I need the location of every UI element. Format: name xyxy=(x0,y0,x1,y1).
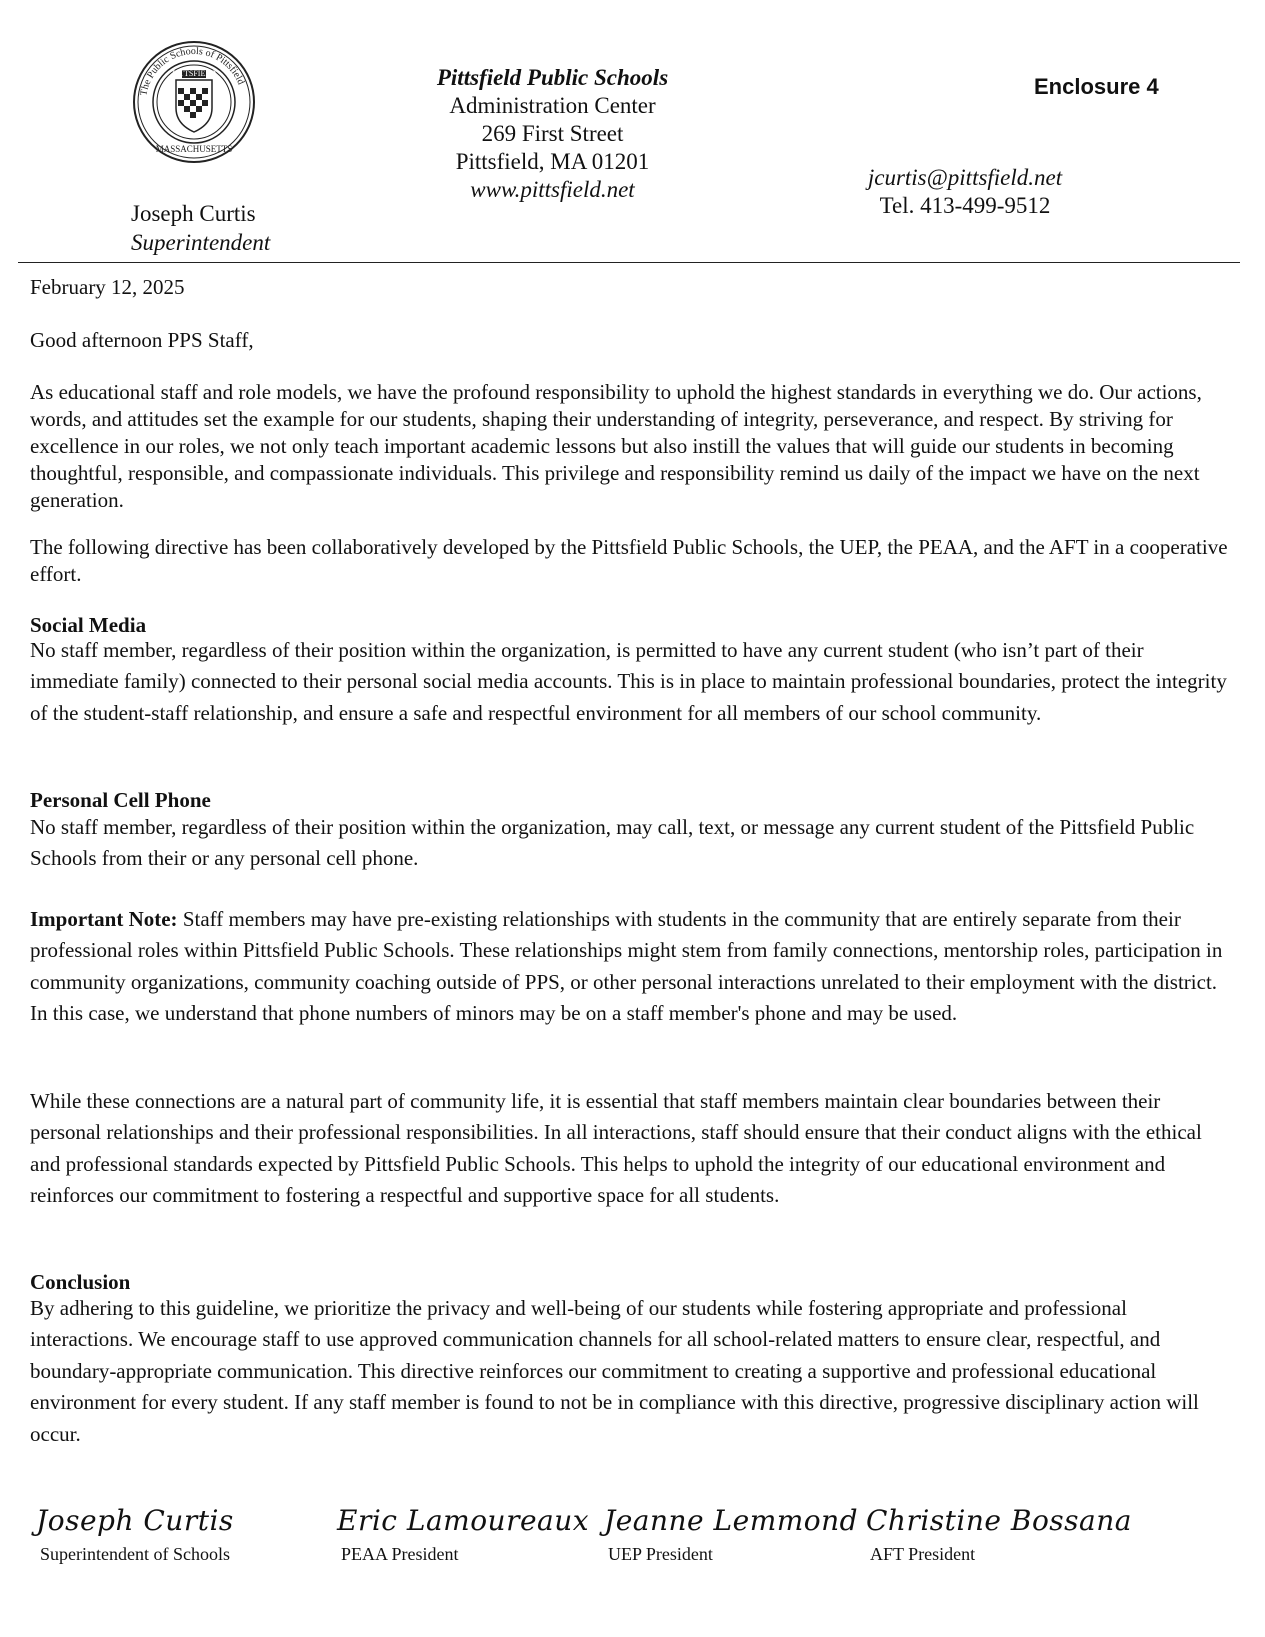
signature-role: Superintendent of Schools xyxy=(40,1544,230,1564)
signature-block xyxy=(36,1503,234,1565)
letter-date: February 12, 2025 xyxy=(30,275,185,299)
cell-phone-text: No staff member, regardless of their position within the organization, may call, text, or message any current student of the Pittsfield Public Schools from their or any personal cell phone. xyxy=(30,815,1195,871)
svg-text:The Public Schools of Pittsfie: The Public Schools of Pittsfield xyxy=(138,45,247,97)
enclosure-label: Enclosure 4 xyxy=(1034,74,1159,99)
social-media-text: No staff member, regardless of their position within the organization, is permitted to have any current student (who isn’t part of their immediate family) connected to their personal social media accounts. This is in place to maintain professional boundaries, protect the integrity of the student-staff relationship, and ensure a safe and respectful environment for all members of our school community. xyxy=(30,638,1227,725)
letterhead-address xyxy=(395,64,710,204)
contact-block xyxy=(860,164,1070,220)
website-link[interactable]: www.pittsfield.net xyxy=(470,177,635,202)
important-note-text: Staff members may have pre-existing relationships with students in the community that are entirely separate from their professional roles within Pittsfield Public Schools. These relationships might stem from family connections, mentorship roles, participation in community organizations, community coaching outside of PPS, or other personal interactions unrelated to their employment with the district. In this case, we understand that phone numbers of minors may be on a staff member's phone and may be used. xyxy=(30,907,1223,1026)
signature-name: Christine Bossana xyxy=(866,1504,1132,1537)
address-line: Administration Center xyxy=(449,93,656,118)
important-note-label: Important Note: xyxy=(30,907,178,931)
letter-greeting: Good afternoon PPS Staff, xyxy=(30,328,254,352)
social-media-heading: Social Media xyxy=(30,613,147,637)
important-note xyxy=(30,904,1235,1030)
org-name: Pittsfield Public Schools xyxy=(436,65,669,90)
signature-name: Jeanne Lemmond xyxy=(604,1504,859,1537)
conclusion-heading: Conclusion xyxy=(30,1270,131,1294)
svg-text:PITTSFIELD: PITTSFIELD xyxy=(172,69,216,78)
directive-paragraph: The following directive has been collaboratively developed by the Pittsfield Public Schools, the UEP, the PEAA, and the AFT in a cooperative effort. xyxy=(30,535,1228,586)
superintendent-title: Superintendent xyxy=(131,230,271,255)
signature-name: Eric Lamoureaux xyxy=(337,1504,590,1537)
header-divider xyxy=(18,262,1240,263)
signature-block xyxy=(604,1503,858,1565)
signature-role: PEAA President xyxy=(341,1544,459,1564)
intro-paragraph: As educational staff and role models, we have the profound responsibility to uphold the highest standards in everything we do. Our actions, words, and attitudes set the example for our students, shaping their understanding of integrity, perseverance, and respect. By striving for excellence in our roles, we not only teach important academic lessons but also instill the values that will guide our students in becoming thoughtful, responsible, and compassionate individuals. This privilege and responsibility remind us daily of the impact we have on the next generation. xyxy=(30,380,1202,512)
address-line: 269 First Street xyxy=(481,121,624,146)
signature-role: UEP President xyxy=(608,1544,713,1564)
signature-role: AFT President xyxy=(870,1544,976,1564)
signature-block xyxy=(866,1503,1132,1565)
conclusion-text: By adhering to this guideline, we prioritize the privacy and well-being of our students while fostering appropriate and professional interactions. We encourage staff to use approved communication channels for all school-related matters to ensure clear, respectful, and boundary-appropriate communication. This directive reinforces our commitment to creating a supportive and professional educational environment for every student. If any staff member is found to not be in compliance with this directive, progressive disciplinary action will occur. xyxy=(30,1296,1199,1446)
connections-paragraph: While these connections are a natural part of community life, it is essential that staff members maintain clear boundaries between their personal relationships and their professional responsibilities. In all interactions, staff should ensure that their conduct aligns with the ethical and professional standards expected by Pittsfield Public Schools. This helps to uphold the integrity of our educational environment and reinforces our commitment to fostering a respectful and supportive space for all students. xyxy=(30,1089,1202,1208)
school-seal-icon xyxy=(132,40,264,180)
superintendent-name: Joseph Curtis xyxy=(131,201,256,226)
cell-phone-heading: Personal Cell Phone xyxy=(30,788,211,812)
svg-text:MASSACHUSETTS: MASSACHUSETTS xyxy=(155,144,233,154)
address-line: Pittsfield, MA 01201 xyxy=(455,149,650,174)
signature-name: Joseph Curtis xyxy=(36,1504,234,1537)
email-link[interactable]: jcurtis@pittsfield.net xyxy=(867,165,1063,190)
phone-number: Tel. 413-499-9512 xyxy=(879,193,1051,218)
signature-block xyxy=(337,1503,589,1565)
